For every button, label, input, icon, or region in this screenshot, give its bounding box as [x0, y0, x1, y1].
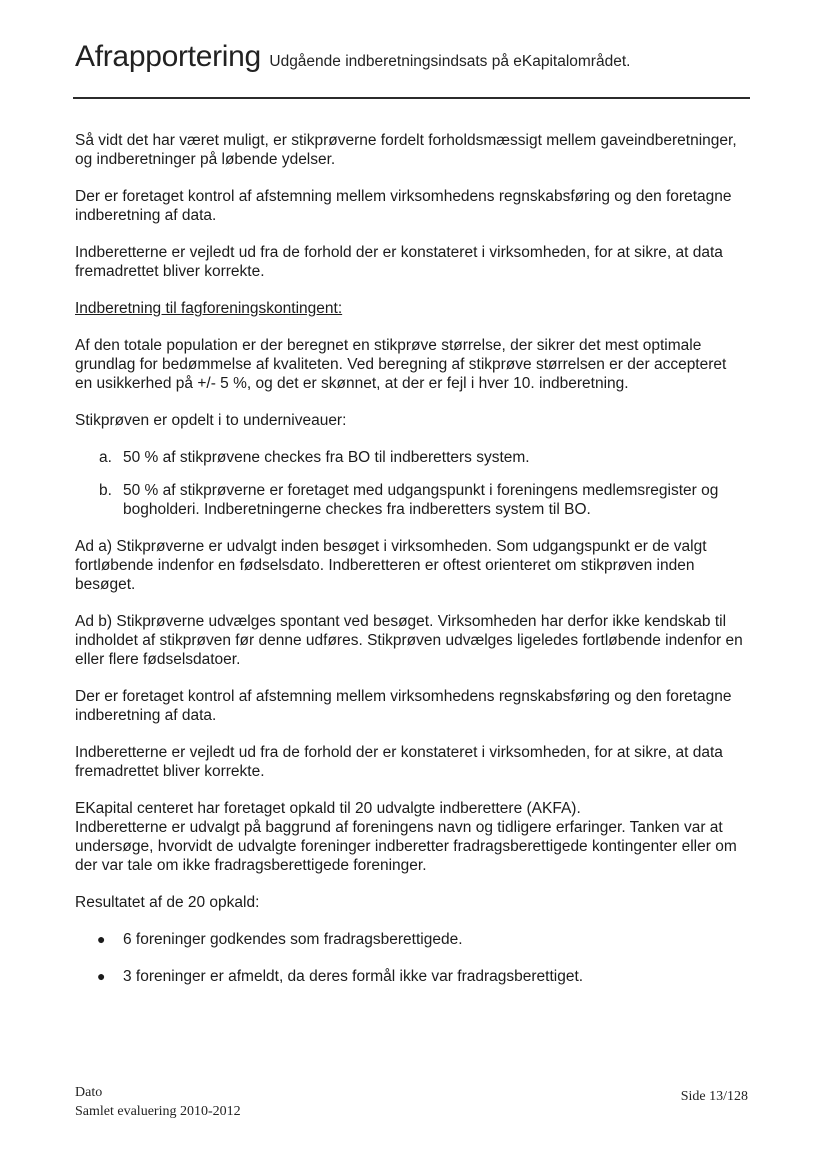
footer-left	[75, 1083, 241, 1121]
paragraph-line: EKapital centeret har foretaget opkald til 20 udvalgte indberettere (AKFA).	[75, 800, 581, 817]
paragraph: Resultatet af de 20 opkald:	[75, 894, 260, 911]
alpha-list	[75, 448, 747, 519]
list-item-text: 50 % af stikprøvene checkes fra BO til indberetters system.	[123, 449, 530, 466]
list-item-text: 50 % af stikprøverne er foretaget med udgangspunkt i foreningens medlemsregister og bogholderi. Indberetningerne checkes fra indberetters system til BO.	[123, 482, 719, 518]
list-item	[75, 448, 747, 467]
list-item-text: 6 foreninger godkendes som fradragsberettigede.	[123, 931, 463, 948]
page-title: Afrapportering	[75, 40, 261, 73]
bullet-icon: ●	[97, 968, 106, 984]
paragraph: Der er foretaget kontrol af afstemning mellem virksomhedens regnskabsføring og den foretagne indberetning af data.	[75, 688, 732, 724]
paragraph: Der er foretaget kontrol af afstemning mellem virksomhedens regnskabsføring og den foretagne indberetning af data.	[75, 188, 732, 224]
list-item	[75, 930, 747, 949]
list-marker: b.	[99, 482, 112, 499]
bullet-list	[75, 930, 747, 986]
section-heading: Indberetning til fagforeningskontingent:	[75, 300, 343, 317]
paragraph-line: Indberetterne er udvalgt på baggrund af foreningens navn og tidligere erfaringer. Tanken var at undersøge, hvorvidt de udvalgte foreninger indberetter fradragsberettigede kontingenter eller om der var tale om ikke fradragsberettigede foreninger.	[75, 819, 737, 874]
header-divider	[73, 97, 750, 99]
list-item	[75, 967, 747, 986]
paragraph: Stikprøven er opdelt i to underniveauer:	[75, 412, 347, 429]
paragraph: Ad a) Stikprøverne er udvalgt inden besøget i virksomheden. Som udgangspunkt er de valgt fortløbende indenfor en fødselsdato. Indberetteren er oftest orienteret om stikprøven inden besøget.	[75, 538, 707, 593]
bullet-icon: ●	[97, 931, 106, 947]
paragraph: Så vidt det har været muligt, er stikprøverne fordelt forholdsmæssigt mellem gaveindberetninger, og indberetninger på løbende ydelser.	[75, 132, 737, 168]
page-header	[75, 40, 755, 74]
paragraph: Af den totale population er der beregnet en stikprøve størrelse, der sikrer det mest optimale grundlag for bedømmelse af kvaliteten. Ved beregning af stikprøve størrelsen er der accepteret en usikkerhed på +/- 5 %, og det er skønnet, at der er fejl i hver 10. indberetning.	[75, 337, 727, 392]
paragraph: Ad b) Stikprøverne udvælges spontant ved besøget. Virksomheden har derfor ikke kendskab til indholdet af stikprøven før denne udføres. Stikprøven udvælges ligeledes fortløbende indenfor en eller flere fødselsdatoer.	[75, 613, 743, 668]
page-number: Side 13/128	[680, 1089, 748, 1104]
list-item	[75, 481, 747, 519]
footer-date-label: Dato	[75, 1085, 103, 1100]
page-subtitle: Udgående indberetningsindsats på eKapitalområdet.	[269, 53, 631, 70]
paragraph: Indberetterne er vejledt ud fra de forhold der er konstateret i virksomheden, for at sikre, at data fremadrettet bliver korrekte.	[75, 744, 723, 780]
document-body	[75, 131, 747, 1004]
list-marker: a.	[99, 449, 112, 466]
list-item-text: 3 foreninger er afmeldt, da deres formål ikke var fradragsberettiget.	[123, 968, 584, 985]
paragraph: Indberetterne er vejledt ud fra de forhold der er konstateret i virksomheden, for at sikre, at data fremadrettet bliver korrekte.	[75, 244, 723, 280]
footer-evaluation: Samlet evaluering 2010-2012	[75, 1104, 241, 1119]
paragraph	[75, 799, 747, 875]
